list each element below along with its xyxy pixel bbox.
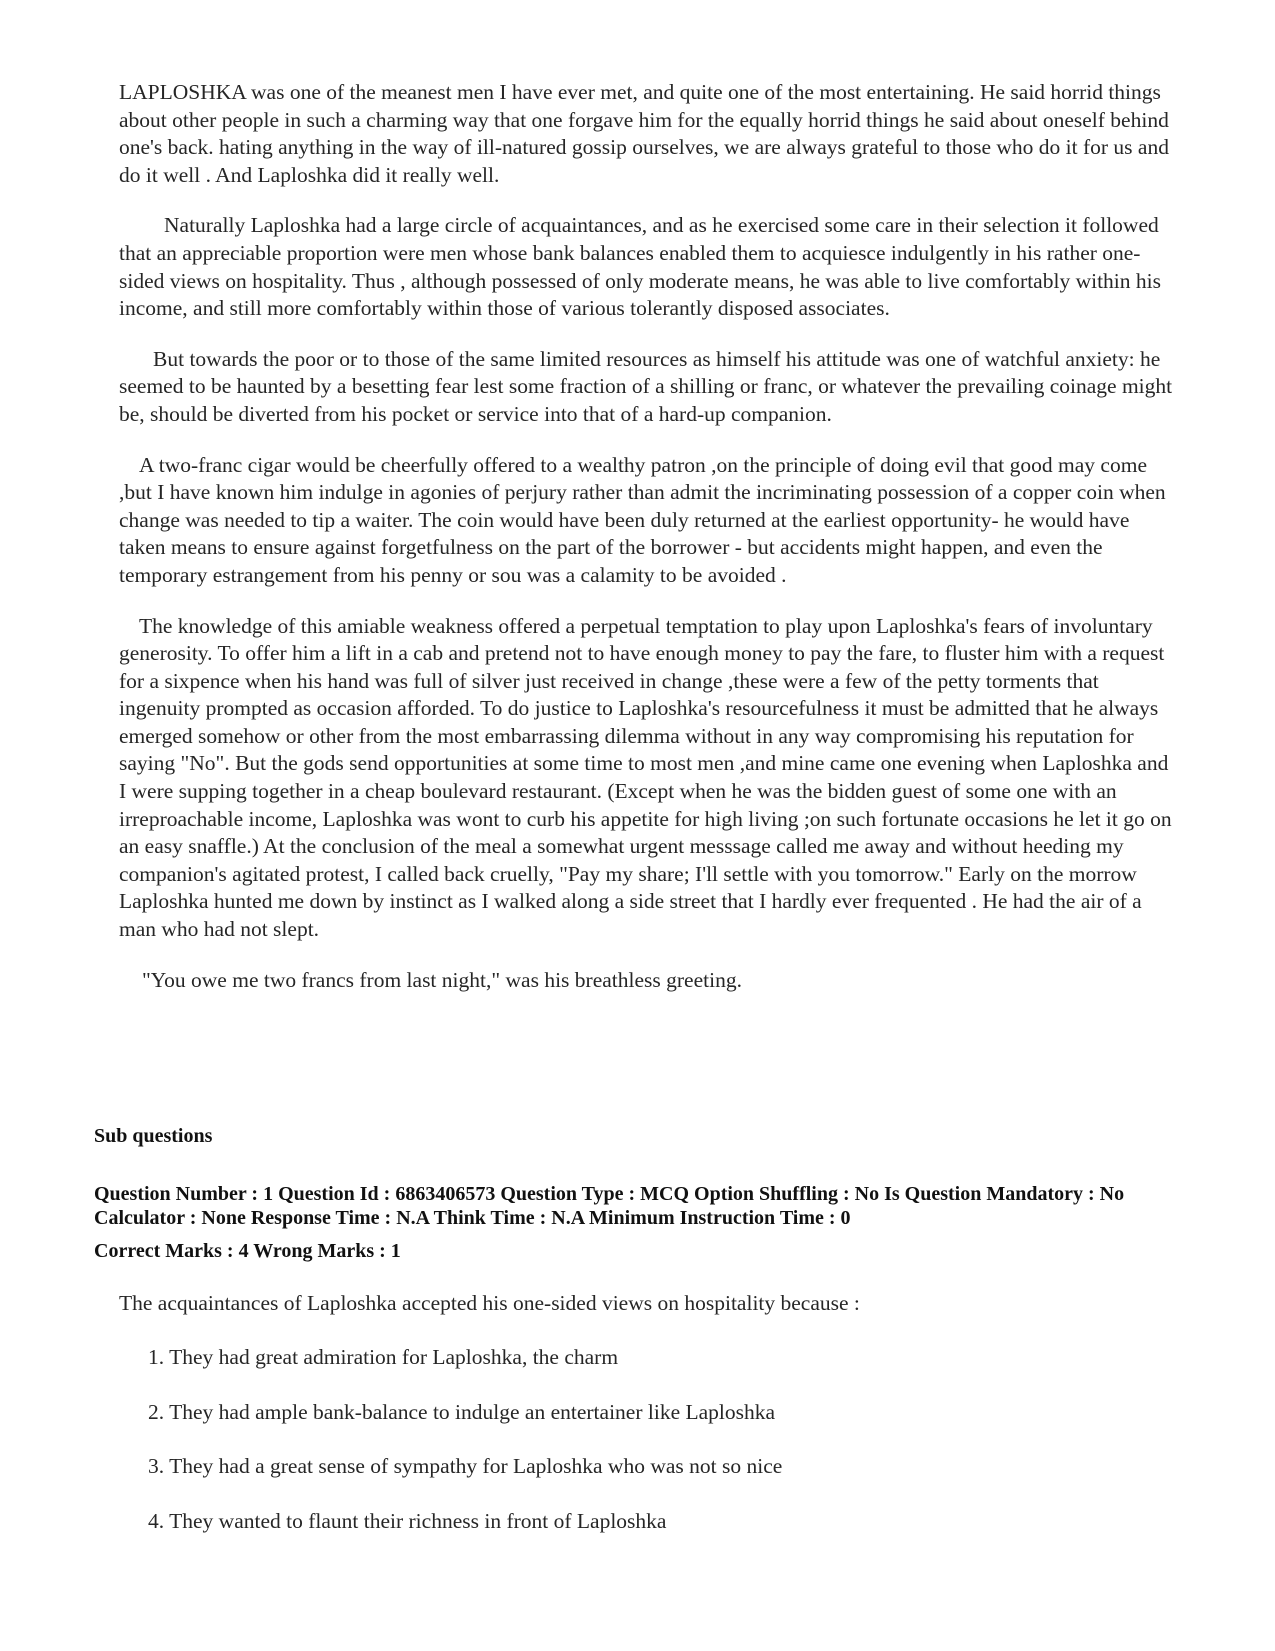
question-stem: The acquaintances of Laploshka accepted his one-sided views on hospitality because : (119, 1291, 860, 1315)
passage-paragraph-1: LAPLOSHKA was one of the meanest men I have ever met, and quite one of the most entertaining. He said horrid things about other people in such a charming way that one forgave him for the equally horrid things he said about oneself behind one's back. hating anything in the way of ill-natured gossip ourselves, we are always grateful to those who do it for us and do it well . And Laploshka did it really well. (119, 80, 1169, 187)
passage-paragraph-6: "You owe me two francs from last night," was his breathless greeting. (142, 967, 742, 992)
passage-paragraph-5: The knowledge of this amiable weakness offered a perpetual temptation to play upon Laploshka's fears of involuntary generosity. To offer him a lift in a cab and pretend not to have enough money to pay the fare, to fluster him with a request for a sixpence when his hand was full of silver just received in change ,these were a few of the petty torments that ingenuity prompted as occasion afforded. To do justice to Laploshka's resourcefulness it must be admitted that he always emerged somehow or other from the most embarrassing dilemma without in any way compromising his reputation for saying "No". But the gods send opportunities at some time to most men ,and mine came one evening when Laploshka and I were supping together in a cheap boulevard restaurant. (Except when he was the bidden guest of some one with an irreproachable income, Laploshka was wont to curb his appetite for high living ;on such fortunate occasions he let it go on an easy snaffle.) At the conclusion of the meal a somewhat urgent messsage called me away and without heeding my companion's agitated protest, I called back cruelly, "Pay my share; I'll settle with you tomorrow." Early on the morrow Laploshka hunted me down by instinct as I walked along a side street that I hardly ever frequented . He had the air of a man who had not slept. (119, 613, 1172, 942)
sub-questions-heading: Sub questions (94, 1125, 213, 1147)
passage-paragraph-3: But towards the poor or to those of the same limited resources as himself his attitude was one of watchful anxiety: he seemed to be haunted by a besetting fear lest some fraction of a shilling or franc, or whatever the prevailing coinage might be, should be diverted from his pocket or service into that of a hard-up companion. (119, 346, 1173, 426)
passage-paragraph-4: A two-franc cigar would be cheerfully offered to a wealthy patron ,on the principle of doing evil that good may come ,but I have known him indulge in agonies of perjury rather than admit the incriminating possession of a copper coin when change was needed to tip a waiter. The coin would have been duly returned at the earliest opportunity- he would have taken means to ensure against forgetfulness on the part of the borrower - but accidents might happen, and even the temporary estrangement from his penny or sou was a calamity to be avoided . (119, 452, 1166, 587)
answer-options (148, 1345, 1148, 1563)
passage-paragraph-2: Naturally Laploshka had a large circle of acquaintances, and as he exercised some care in their selection it followed that an appreciable proportion were men whose bank balances enabled them to acquiesce indulgently in his rather one-sided views on hospitality. Thus , although possessed of only moderate means, he was able to live comfortably within his income, and still more comfortably within those of various tolerantly disposed associates. (119, 213, 1161, 321)
answer-option[interactable]: 3. They had a great sense of sympathy for Laploshka who was not so nice (148, 1454, 783, 1478)
reading-passage (119, 79, 1179, 1017)
question-marks: Correct Marks : 4 Wrong Marks : 1 (94, 1240, 401, 1262)
answer-option[interactable]: 1. They had great admiration for Laploshka, the charm (148, 1345, 619, 1369)
answer-option[interactable]: 2. They had ample bank-balance to indulge an entertainer like Laploshka (148, 1399, 776, 1424)
answer-option[interactable]: 4. They wanted to flaunt their richness in front of Laploshka (148, 1508, 667, 1533)
question-metadata: Question Number : 1 Question Id : 6863406573 Question Type : MCQ Option Shuffling : No Is Question Mandatory : No Calculator : None Response Time : N.A Think Time : N.A Minimum Instruction Time : 0 (94, 1183, 1125, 1229)
